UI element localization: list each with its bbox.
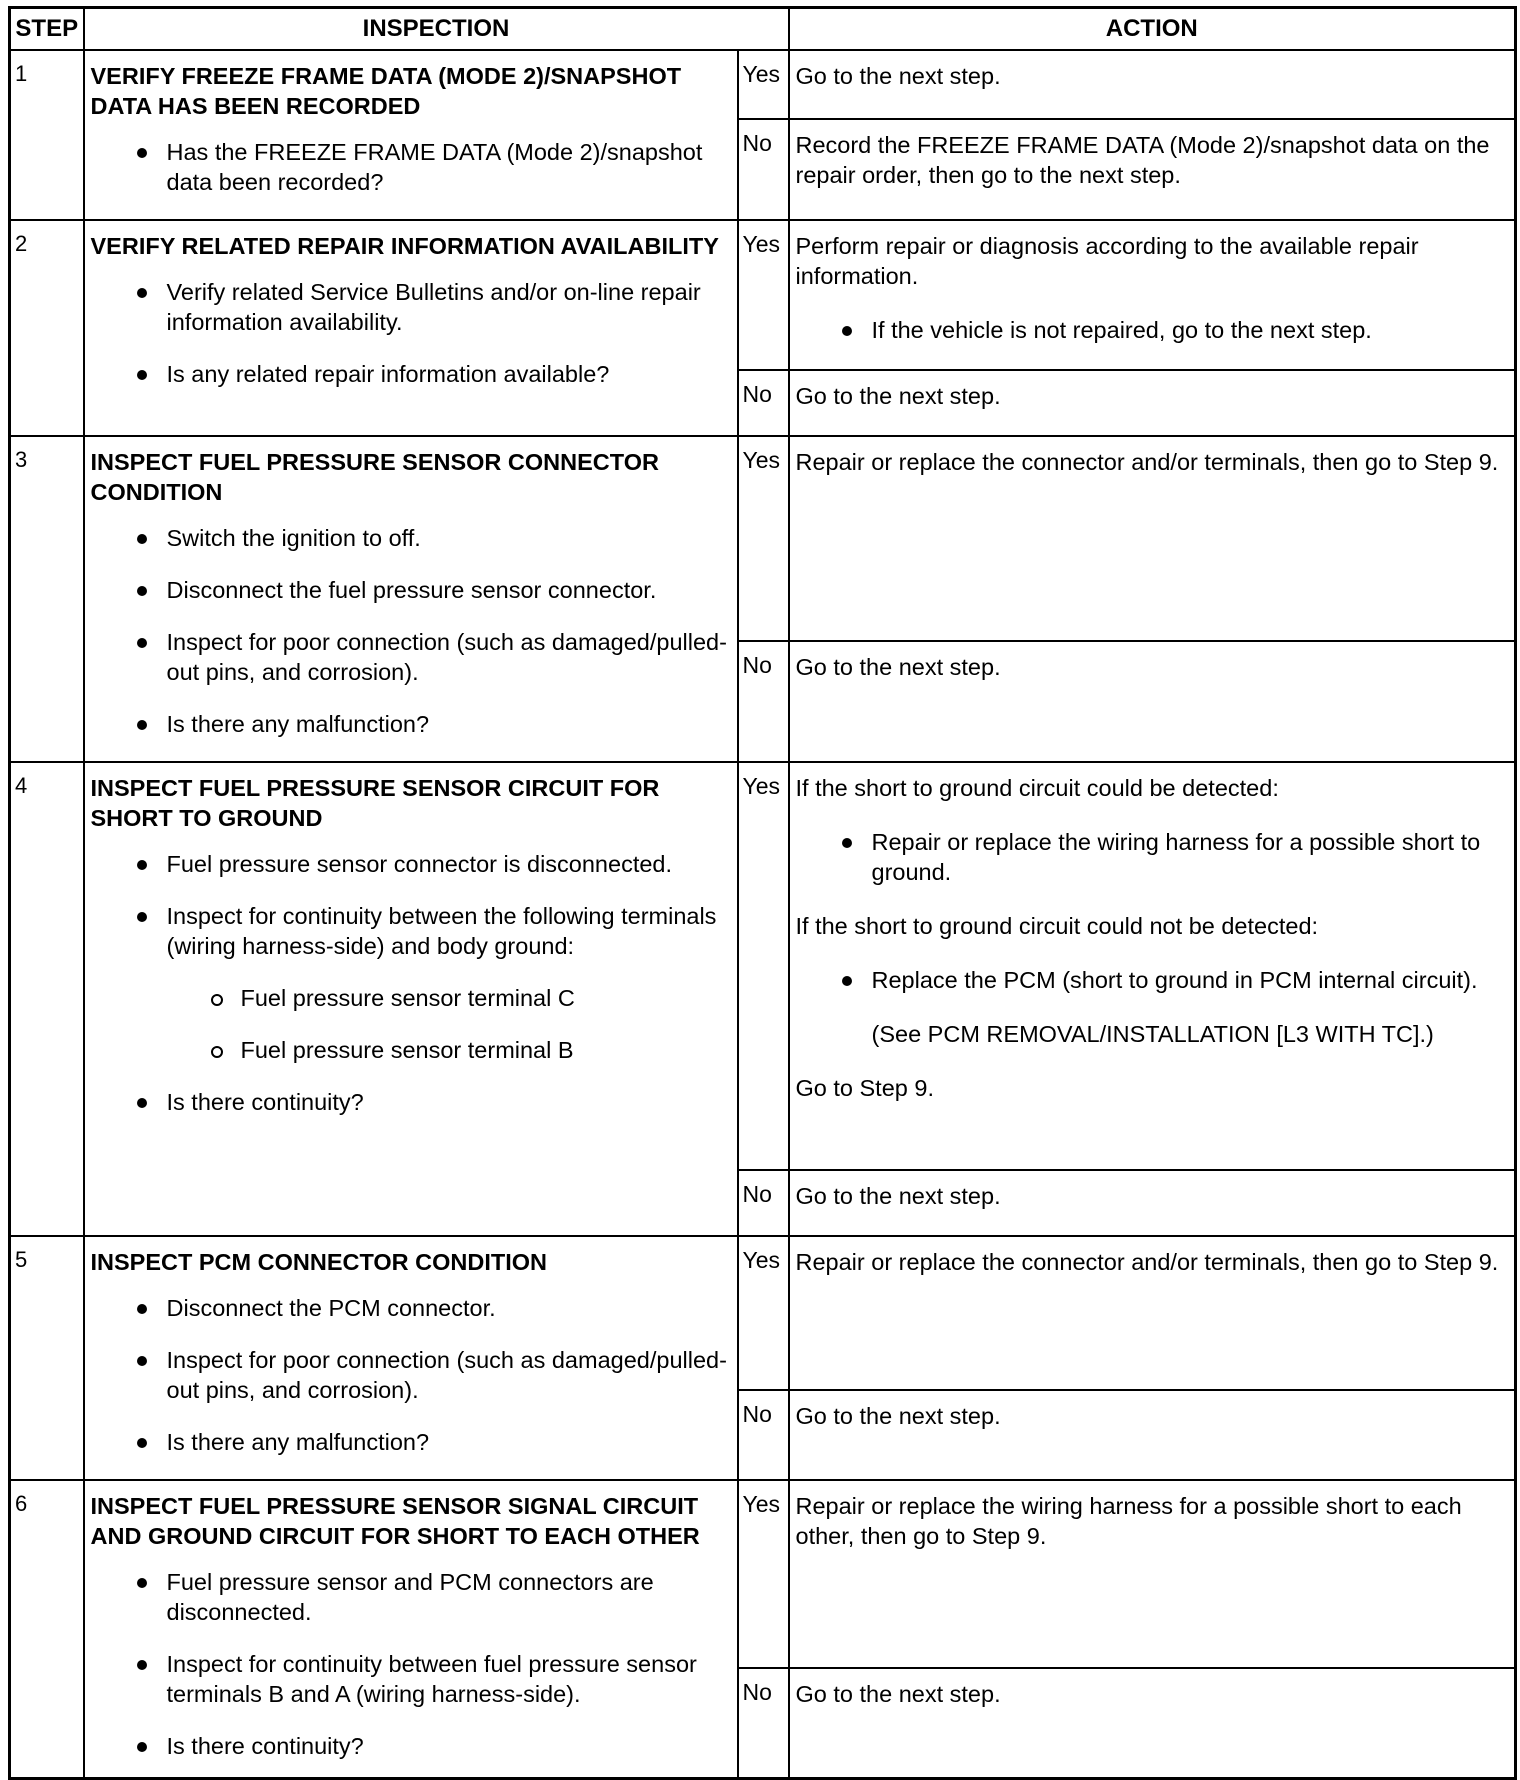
- step-4-yes-detected-bullet: Repair or replace the wiring harness for a possible short to ground.: [796, 827, 1509, 887]
- step-4-yes-not-detected-bullet: Replace the PCM (short to ground in PCM internal circuit).: [796, 965, 1509, 995]
- step-1-yes-text: Go to the next step.: [795, 63, 1001, 89]
- step-2-no-text: Go to the next step.: [795, 383, 1001, 409]
- step-5-yes-row: [10, 1236, 1516, 1390]
- step-1-yes-row: [10, 50, 1516, 119]
- step-2-yes-row: [10, 220, 1516, 370]
- step-1-yes-action: [789, 50, 1516, 119]
- step-6-bullet-1: Fuel pressure sensor and PCM connectors are disconnected.: [91, 1567, 731, 1627]
- diagnostic-procedure-sheet: [8, 6, 1514, 1759]
- step-4-no-action: [789, 1170, 1516, 1236]
- step-1-bullet-1: Has the FREEZE FRAME DATA (Mode 2)/snapshot data been recorded?: [91, 137, 731, 197]
- step-2-no-action: [789, 370, 1516, 436]
- step-4-yes-reference: (See PCM REMOVAL/INSTALLATION [L3 WITH TC].): [871, 1021, 1434, 1047]
- step-4-yes-not-detected: If the short to ground circuit could not be detected:: [795, 913, 1319, 939]
- step-1-no-label: No: [738, 119, 789, 220]
- step-5-no-text: Go to the next step.: [795, 1402, 1001, 1429]
- step-3-no-text: Go to the next step.: [795, 653, 1001, 680]
- header-action: ACTION: [789, 8, 1516, 51]
- step-5-yes-label: Yes: [738, 1236, 789, 1390]
- step-6-yes-text: Repair or replace the wiring harness for a possible short to each other, then go to Step 9.: [795, 1493, 1462, 1549]
- step-5-bullet-3: Is there any malfunction?: [91, 1427, 731, 1457]
- step-3-yes-text: Repair or replace the connector and/or terminals, then go to Step 9.: [795, 449, 1499, 475]
- step-4-yes-row: [10, 762, 1516, 1170]
- step-5-title: INSPECT PCM CONNECTOR CONDITION: [90, 1249, 548, 1275]
- step-3-yes-action: [789, 436, 1516, 641]
- step-1-no-action: [789, 119, 1516, 220]
- step-2-number: 2: [10, 220, 84, 436]
- step-2-title: VERIFY RELATED REPAIR INFORMATION AVAILABILITY: [90, 233, 719, 259]
- header-step: STEP: [10, 8, 84, 51]
- step-4-number: 4: [10, 762, 84, 1236]
- step-2-yes-label: Yes: [738, 220, 789, 370]
- step-3-number: 3: [10, 436, 84, 762]
- step-6-no-action: [789, 1668, 1516, 1778]
- step-6-yes-row: [10, 1480, 1516, 1668]
- step-1-inspection: [84, 50, 738, 220]
- step-5-no-action: [789, 1390, 1516, 1480]
- step-6-title: INSPECT FUEL PRESSURE SENSOR SIGNAL CIRCUIT AND GROUND CIRCUIT FOR SHORT TO EACH OTHER: [90, 1493, 700, 1549]
- step-2-inspection: [84, 220, 738, 436]
- step-3-bullet-2: Disconnect the fuel pressure sensor connector.: [91, 575, 731, 605]
- step-2-yes-bullet: If the vehicle is not repaired, go to the next step.: [796, 315, 1509, 345]
- step-6-bullet-2: Inspect for continuity between fuel pressure sensor terminals B and A (wiring harness-side).: [91, 1649, 731, 1709]
- step-3-yes-label: Yes: [738, 436, 789, 641]
- step-2-bullet-2: Is any related repair information available?: [91, 359, 731, 389]
- step-3-yes-row: [10, 436, 1516, 641]
- step-1-title: VERIFY FREEZE FRAME DATA (MODE 2)/SNAPSHOT DATA HAS BEEN RECORDED: [90, 63, 682, 119]
- step-2-bullet-1: Verify related Service Bulletins and/or on-line repair information availability.: [91, 277, 731, 337]
- step-4-no-text: Go to the next step.: [795, 1183, 1001, 1209]
- step-6-bullet-3: Is there continuity?: [91, 1731, 731, 1761]
- step-3-no-label: No: [738, 641, 789, 763]
- step-4-inspection: [84, 762, 738, 1236]
- step-4-bullet-2: Inspect for continuity between the following terminals (wiring harness-side) and body ground:: [91, 901, 731, 961]
- step-4-sub-bullet-2: Fuel pressure sensor terminal B: [91, 1035, 731, 1065]
- step-5-yes-text: Repair or replace the connector and/or terminals, then go to Step 9.: [795, 1249, 1499, 1275]
- step-6-inspection: [84, 1480, 738, 1778]
- step-3-bullet-4: Is there any malfunction?: [91, 709, 731, 739]
- step-4-title: INSPECT FUEL PRESSURE SENSOR CIRCUIT FOR SHORT TO GROUND: [90, 775, 660, 831]
- step-6-number: 6: [10, 1480, 84, 1778]
- step-3-inspection: [84, 436, 738, 762]
- step-4-no-label: No: [738, 1170, 789, 1236]
- step-5-yes-action: [789, 1236, 1516, 1390]
- step-1-no-text: Record the FREEZE FRAME DATA (Mode 2)/snapshot data on the repair order, then go to the next step.: [795, 132, 1490, 189]
- header-row: [10, 8, 1516, 51]
- step-4-yes-detected: If the short to ground circuit could be detected:: [795, 775, 1279, 801]
- step-3-bullet-1: Switch the ignition to off.: [91, 523, 731, 553]
- step-2-no-label: No: [738, 370, 789, 436]
- header-inspection: INSPECTION: [84, 8, 789, 51]
- step-2-yes-action: [789, 220, 1516, 370]
- step-4-yes-label: Yes: [738, 762, 789, 1170]
- step-2-yes-text: Perform repair or diagnosis according to the available repair information.: [795, 233, 1419, 289]
- step-3-bullet-3: Inspect for poor connection (such as damaged/pulled-out pins, and corrosion).: [91, 627, 731, 687]
- step-6-no-label: No: [738, 1668, 789, 1778]
- step-5-inspection: [84, 1236, 738, 1480]
- step-5-number: 5: [10, 1236, 84, 1480]
- step-5-no-label: No: [738, 1390, 789, 1480]
- step-1-yes-label: Yes: [738, 50, 789, 119]
- step-1-number: 1: [10, 50, 84, 220]
- step-4-yes-goto: Go to Step 9.: [795, 1075, 934, 1101]
- step-5-bullet-1: Disconnect the PCM connector.: [91, 1293, 731, 1323]
- diagnostic-table: [8, 6, 1517, 1780]
- step-4-bullet-1: Fuel pressure sensor connector is disconnected.: [91, 849, 731, 879]
- step-3-no-action: [789, 641, 1516, 763]
- step-4-yes-action: [789, 762, 1516, 1170]
- step-3-title: INSPECT FUEL PRESSURE SENSOR CONNECTOR CONDITION: [90, 449, 659, 505]
- step-4-sub-bullet-1: Fuel pressure sensor terminal C: [91, 983, 731, 1013]
- step-6-yes-label: Yes: [738, 1480, 789, 1668]
- step-4-bullet-3: Is there continuity?: [91, 1087, 731, 1117]
- step-6-yes-action: [789, 1480, 1516, 1668]
- step-6-no-text: Go to the next step.: [795, 1681, 1001, 1707]
- step-5-bullet-2: Inspect for poor connection (such as damaged/pulled-out pins, and corrosion).: [91, 1345, 731, 1405]
